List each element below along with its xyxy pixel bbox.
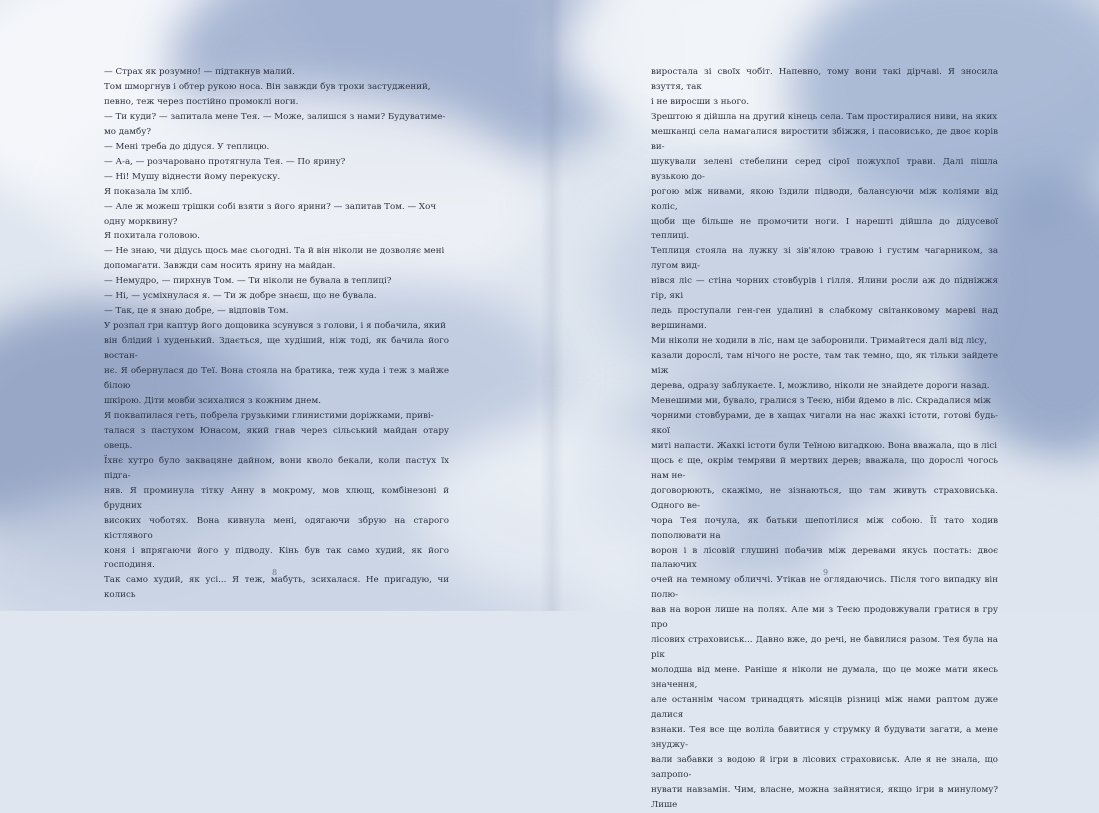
text-line: миті напасти. Жахкі істоти були Теїною вигадкою. Вона вважала, що в лісі bbox=[651, 440, 998, 451]
text-line: Теплиця стояла на лужку зі зів'ялою травою і густим чагарником, за лугом вид- bbox=[651, 246, 998, 272]
text-line: — Ні! Мушу віднести йому перекуску. bbox=[104, 171, 281, 182]
text-line: виростала зі своїх чобіт. Напевно, тому вони такі дірчаві. Я зносила взуття, так bbox=[651, 67, 998, 92]
text-line: допомагати. Завжди сам носить ярину на майдан. bbox=[104, 261, 336, 272]
text-line: — Але ж можеш трішки собі взяти з його ярини? — запитав Том. — Хоч bbox=[104, 201, 437, 212]
text-line: Їхнє хутро було заквацяне дайном, вони кволо бекали, коли пастух їх підга- bbox=[104, 455, 449, 481]
text-line: Том шморгнув і обтер рукою носа. Він завжди був трохи застуджений, bbox=[104, 81, 431, 92]
text-line: щось є ще, окрім темряви й мертвих дерев; вважала, що дорослі чогось нам не- bbox=[651, 455, 998, 481]
text-line: Я показала їм хліб. bbox=[104, 186, 193, 197]
text-line: молодша від мене. Раніше я ніколи не думала, що це може мати якесь значення, bbox=[651, 665, 998, 691]
text-line: взнаки. Тея все ще воліла бавитися у струмку й будувати загати, а мене знуджу- bbox=[651, 724, 998, 750]
text-line: і не виросши з нього. bbox=[651, 96, 749, 107]
text-line: він блідий і худенький. Здається, ще худіший, ніж тоді, як бачила його востан- bbox=[104, 336, 449, 362]
text-line: талася з пастухом Юнасом, який гнав через сільський майдан отару овець. bbox=[104, 425, 449, 451]
text-line: рогою між нивами, якою їздили підводи, балансуючи між коліями від коліс, bbox=[651, 186, 998, 212]
text-line: — Так, це я знаю добре, — відповів Том. bbox=[104, 306, 289, 317]
right-page-number: 9 bbox=[823, 568, 829, 577]
text-line: мешканці села намагалися виростити збіжжя, і пасовисько, де двоє корів ви- bbox=[651, 126, 998, 152]
text-line: Менешими ми, бувало, гралися з Теєю, ніби йдемо в ліс. Скрадалися між bbox=[651, 395, 992, 406]
text-line: лісових страховиськ... Давно вже, до речі, не бавилися разом. Тея була на рік bbox=[651, 635, 998, 661]
text-line: — Мені треба до дідуся. У теплицю. bbox=[104, 141, 270, 152]
text-line: але останнім часом тринадцять місяців різниці між нами раптом дуже далися bbox=[651, 695, 998, 720]
text-line: — А-а, — розчаровано протягнула Тея. — По ярину? bbox=[104, 156, 346, 167]
text-line: очей на темному обличчі. Утікав не оглядаючись. Після того випадку він полю- bbox=[651, 575, 998, 601]
text-line: ворон і в лісовій глушині побачив між деревами якусь постать: двоє палаючих bbox=[651, 545, 998, 571]
book-gutter bbox=[540, 0, 564, 611]
text-line: чора Тея почула, як батьки шепотілися між собою. Її тато ходив пополювати на bbox=[651, 515, 998, 541]
text-line: певно, теж через постійно промоклі ноги. bbox=[104, 96, 299, 107]
text-line: шукували зелені стебелини серед сірої пожухлої трави. Далі пішла вузькою до- bbox=[651, 156, 998, 182]
right-page-text bbox=[651, 65, 998, 813]
text-line: нівся ліс — стіна чорних стовбурів і гілля. Ялини росли аж до підніжжя гір, які bbox=[651, 276, 998, 302]
text-line: — Не знаю, чи дідусь щось має сьогодні. Та й він ніколи не дозволяє мені bbox=[104, 246, 445, 257]
text-line: — Ні, — усміхнулася я. — Ти ж добре знаєш, що не бувала. bbox=[104, 291, 377, 302]
text-line: казали дорослі, там нічого не росте, там так темно, що, як тільки зайдете між bbox=[651, 351, 998, 377]
text-line: ледь проступали ген-ген удалині в слабкому світанковому мареві над вершинами. bbox=[651, 306, 998, 332]
text-line: чорними стовбурами, де в хащах чигали на нас жахкі істоти, готові будь-якої bbox=[651, 410, 998, 436]
text-line: вали забавки з водою й ігри в лісових страховиськ. Але я не знала, що запропо- bbox=[651, 754, 998, 780]
text-line: шкірою. Діти мовби зсихалися з кожним днем. bbox=[104, 395, 321, 406]
text-line: щоби ще більше не промочити ноги. І нарешті дійшла до дідусевої теплиці. bbox=[651, 216, 998, 242]
text-line: нє. Я обернулася до Теї. Вона стояла на братика, теж худа і теж з майже білою bbox=[104, 366, 449, 392]
text-line: коня і впрягаючи його у підводу. Кінь був так само худий, як його господиня. bbox=[104, 545, 449, 571]
left-page-text bbox=[104, 65, 449, 603]
text-line: — Страх як розумно! — підтакнув малий. bbox=[104, 67, 295, 77]
text-line: договорюють, скажімо, не зізнаються, що там живуть страховиська. Одного ве- bbox=[651, 485, 998, 511]
text-line: Ми ніколи не ходили в ліс, нам це заборонили. Тримайтеся далі від лісу, bbox=[651, 336, 988, 347]
text-line: У розпал гри каптур його дощовика зсунувся з голови, і я побачила, який bbox=[104, 321, 446, 332]
text-line: високих чоботях. Вона кивнула мені, одягаючи збрую на старого кістлявого bbox=[104, 515, 449, 541]
text-line: мо дамбу? bbox=[104, 126, 152, 137]
text-line: Зрештою я дійшла на другий кінець села. Там простиралися ниви, на яких bbox=[651, 111, 998, 122]
text-line: Я поквапилася геть, побрела грузькими глинистими доріжками, приві- bbox=[104, 410, 434, 421]
left-page-number: 8 bbox=[272, 568, 278, 577]
text-line: — Ти куди? — запитала мене Тея. — Може, залишся з нами? Будуватиме- bbox=[104, 111, 446, 122]
text-line: дерева, одразу заблукаєте. І, можливо, ніколи не знайдете дороги назад. bbox=[651, 381, 990, 392]
text-line: одну морквину? bbox=[104, 216, 178, 227]
text-line: нувати навзамін. Чим, власне, можна зайнятися, якщо ігри в минулому? Лише bbox=[651, 784, 998, 810]
text-line: — Немудро, — пирхнув Том. — Ти ніколи не бувала в теплиці? bbox=[104, 276, 392, 287]
text-line: няв. Я проминула тітку Анну в мокрому, мов хлющ, комбінезоні й брудних bbox=[104, 485, 449, 511]
text-line: Я похитала головою. bbox=[104, 231, 200, 242]
text-line: вав на ворон лише на полях. Але ми з Теєю продовжували гратися в гру про bbox=[651, 605, 998, 631]
text-line: Так само худий, як усі... Я теж, мабуть, зсихалася. Не пригадую, чи колись bbox=[104, 575, 449, 601]
